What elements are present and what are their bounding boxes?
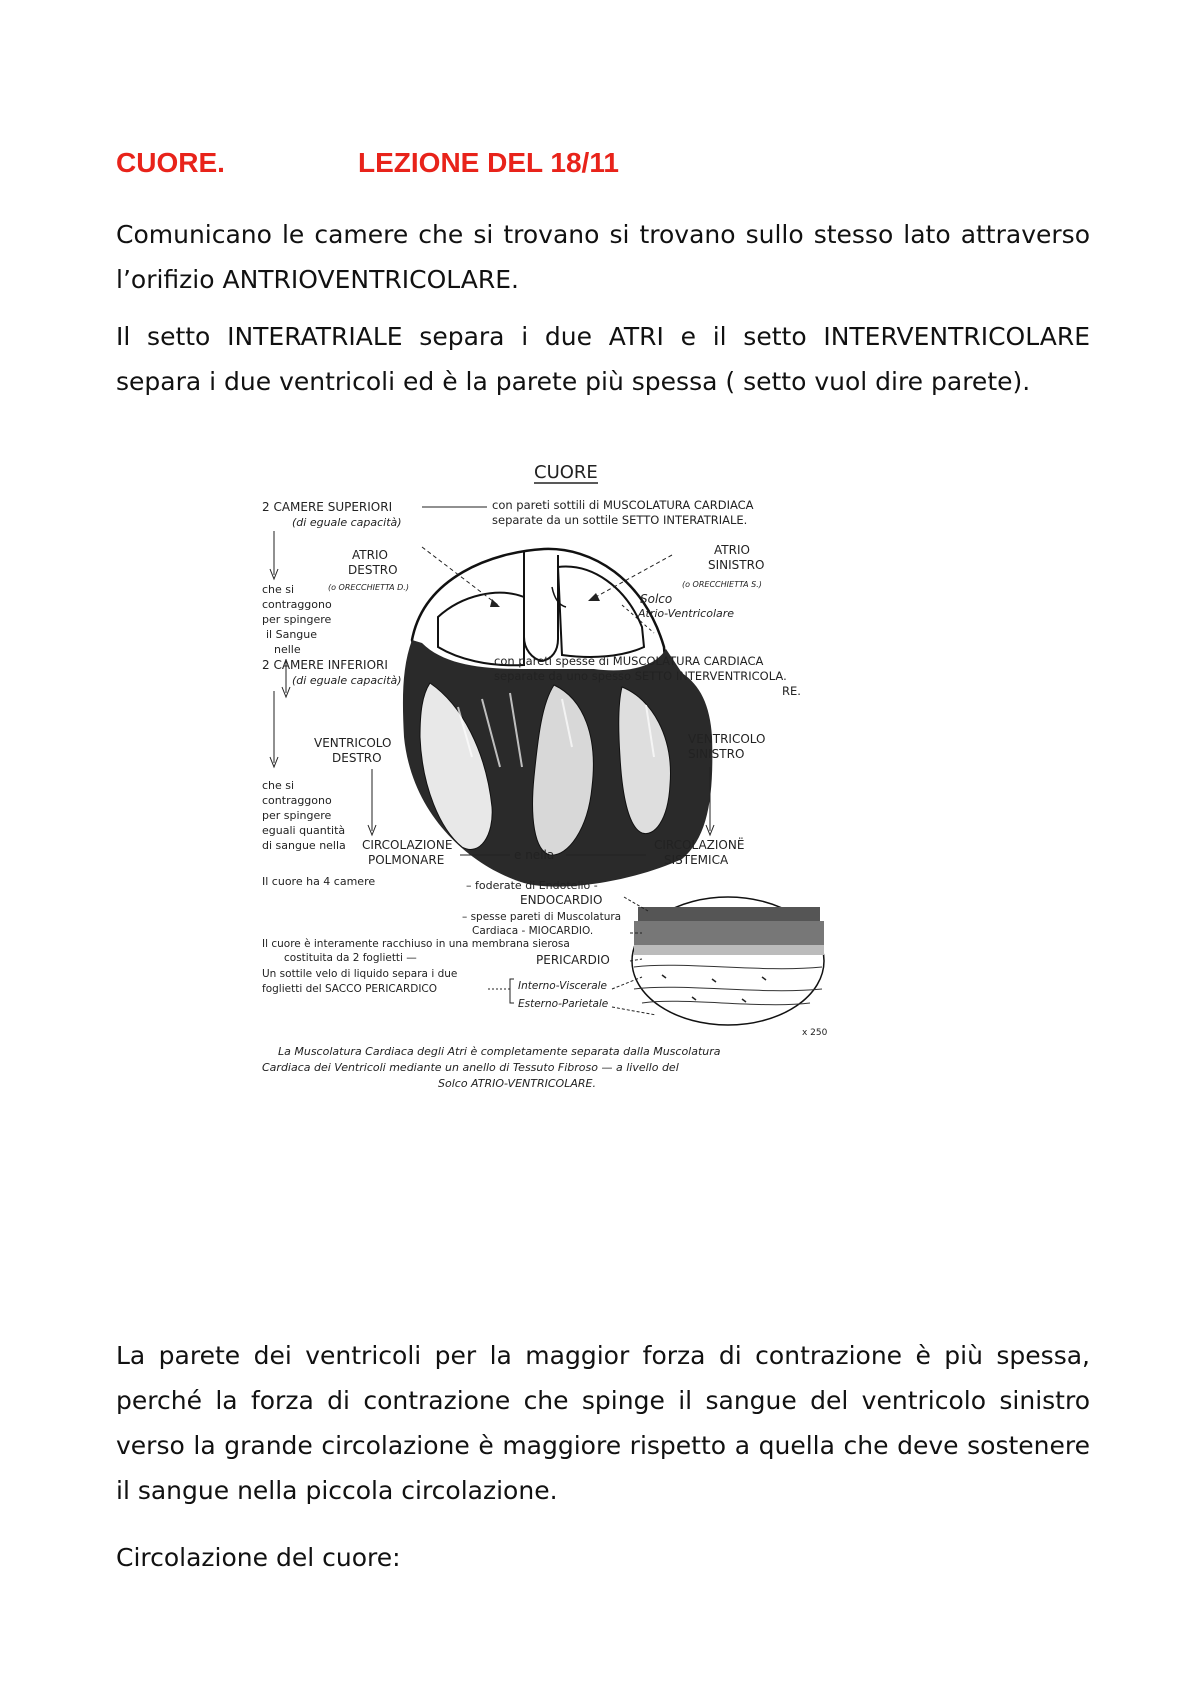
label-circ-polm-1: CIRCOLAZIONE (362, 838, 453, 852)
label-ventricolo-sinistro-2: SINISTRO (688, 747, 745, 761)
label-velo-2: foglietti del SACCO PERICARDICO (262, 983, 438, 995)
label-solco-2: Atrio-Ventricolare (638, 607, 735, 620)
label-endocardio: ENDOCARDIO (520, 893, 603, 907)
label-circ-sist-2: SISTEMICA (664, 853, 729, 867)
label-esterno: Esterno-Parietale (518, 998, 609, 1010)
label-lower-equal: (di eguale capacità) (292, 674, 402, 687)
svg-text:nelle: nelle (274, 643, 301, 656)
svg-text:per spingere: per spingere (262, 613, 332, 626)
label-circ-polm-2: POLMONARE (368, 853, 445, 867)
left-text-2 (262, 779, 345, 837)
label-magnification: x 250 (802, 1028, 828, 1038)
title-lezione: LEZIONE DEL 18/11 (358, 147, 619, 178)
label-ventricolo-destro-1: VENTRICOLO (314, 736, 392, 750)
svg-text:che si: che si (262, 779, 295, 792)
label-circ-sist-1: CIRCOLAZIONË (654, 838, 745, 852)
label-lower-desc-1: con pareti spesse di MUSCOLATURA CARDIACA (494, 654, 764, 668)
svg-text:per spingere: per spingere (262, 809, 332, 822)
title-cuore: CUORE. (116, 147, 225, 178)
label-four-chambers: Il cuore ha 4 camere (262, 875, 376, 888)
svg-text:che si: che si (262, 583, 295, 596)
left-text-1 (262, 583, 332, 656)
label-racchiuso-1: Il cuore è interamente racchiuso in una membrana sierosa (262, 938, 570, 950)
tissue-section-illustration (632, 897, 824, 1025)
label-solco-1: Solco (640, 592, 673, 606)
label-sangue-nella: di sangue nella (262, 839, 346, 852)
svg-text:il Sangue: il Sangue (266, 628, 318, 641)
svg-text:contraggono: contraggono (262, 794, 332, 807)
label-pericardio: PERICARDIO (536, 953, 610, 967)
label-interno: Interno-Viscerale (518, 980, 608, 992)
heart-diagram-svg (262, 437, 896, 1181)
label-ventricolo-sinistro-1: VENTRICOLO (688, 732, 766, 746)
label-upper-chambers: 2 CAMERE SUPERIORI (262, 500, 393, 514)
label-racchiuso-2: costituita da 2 foglietti — (284, 952, 417, 964)
label-atrio-sinistro-2: SINISTRO (708, 558, 765, 572)
label-lower-desc-3: RE. (782, 684, 801, 698)
label-ventricolo-destro-2: DESTRO (332, 751, 382, 765)
label-atrio-sinistro-1: ATRIO (714, 543, 750, 557)
label-atrio-sinistro-3: (o ORECCHIETTA S.) (682, 580, 762, 589)
svg-text:contraggono: contraggono (262, 598, 332, 611)
caption-line-3: Solco ATRIO-VENTRICOLARE. (438, 1077, 596, 1090)
label-upper-equal: (di eguale capacità) (292, 516, 402, 529)
label-upper-desc-2: separate da un sottile SETTO INTERATRIALE. (492, 513, 748, 527)
diagram-heading: CUORE (534, 462, 598, 483)
heart-diagram (262, 437, 896, 1181)
label-atrio-destro-2: DESTRO (348, 563, 398, 577)
label-lower-chambers: 2 CAMERE INFERIORI (262, 658, 388, 672)
label-spesse-pareti: – spesse pareti di Muscolatura (462, 911, 622, 923)
label-atrio-destro-3: (o ORECCHIETTA D.) (328, 583, 409, 592)
paragraph-2: Il setto INTERATRIALE separa i due ATRI e il setto INTERVENTRICOLARE separa i due ventricoli ed è la parete più spessa ( setto vuol dire parete). (116, 322, 1090, 396)
paragraph-4: Circolazione del cuore: (116, 1543, 401, 1572)
paragraph-3: La parete dei ventricoli per la maggior forza di contrazione è più spessa, perché la forza di contrazione che spinge il sangue del ventricolo sinistro verso la grande circolazione è maggiore rispetto a quella che deve sostenere il sangue nella piccola circolazione. (116, 1341, 1090, 1505)
label-atrio-destro-1: ATRIO (352, 548, 388, 562)
label-lower-desc-2: separate da uno spesso SETTO INTERVENTRICOLA. (494, 669, 787, 683)
caption-line-1: La Muscolatura Cardiaca degli Atri è completamente separata dalla Muscolatura (278, 1045, 721, 1058)
svg-text:eguali quantità: eguali quantità (262, 824, 346, 837)
caption-line-2: Cardiaca dei Ventricoli mediante un anello di Tessuto Fibroso — a livello del (262, 1061, 679, 1074)
label-foderate: – foderate di Endotelio - (466, 879, 598, 892)
label-miocardio: Cardiaca - MIOCARDIO. (472, 925, 594, 937)
paragraph-1: Comunicano le camere che si trovano si trovano sullo stesso lato attraverso l’orifizio ANTRIOVENTRICOLARE. (116, 220, 1090, 294)
label-velo-1: Un sottile velo di liquido separa i due (262, 968, 458, 980)
label-upper-desc-1: con pareti sottili di MUSCOLATURA CARDIACA (492, 498, 754, 512)
label-e-nella: e nella (514, 848, 555, 862)
